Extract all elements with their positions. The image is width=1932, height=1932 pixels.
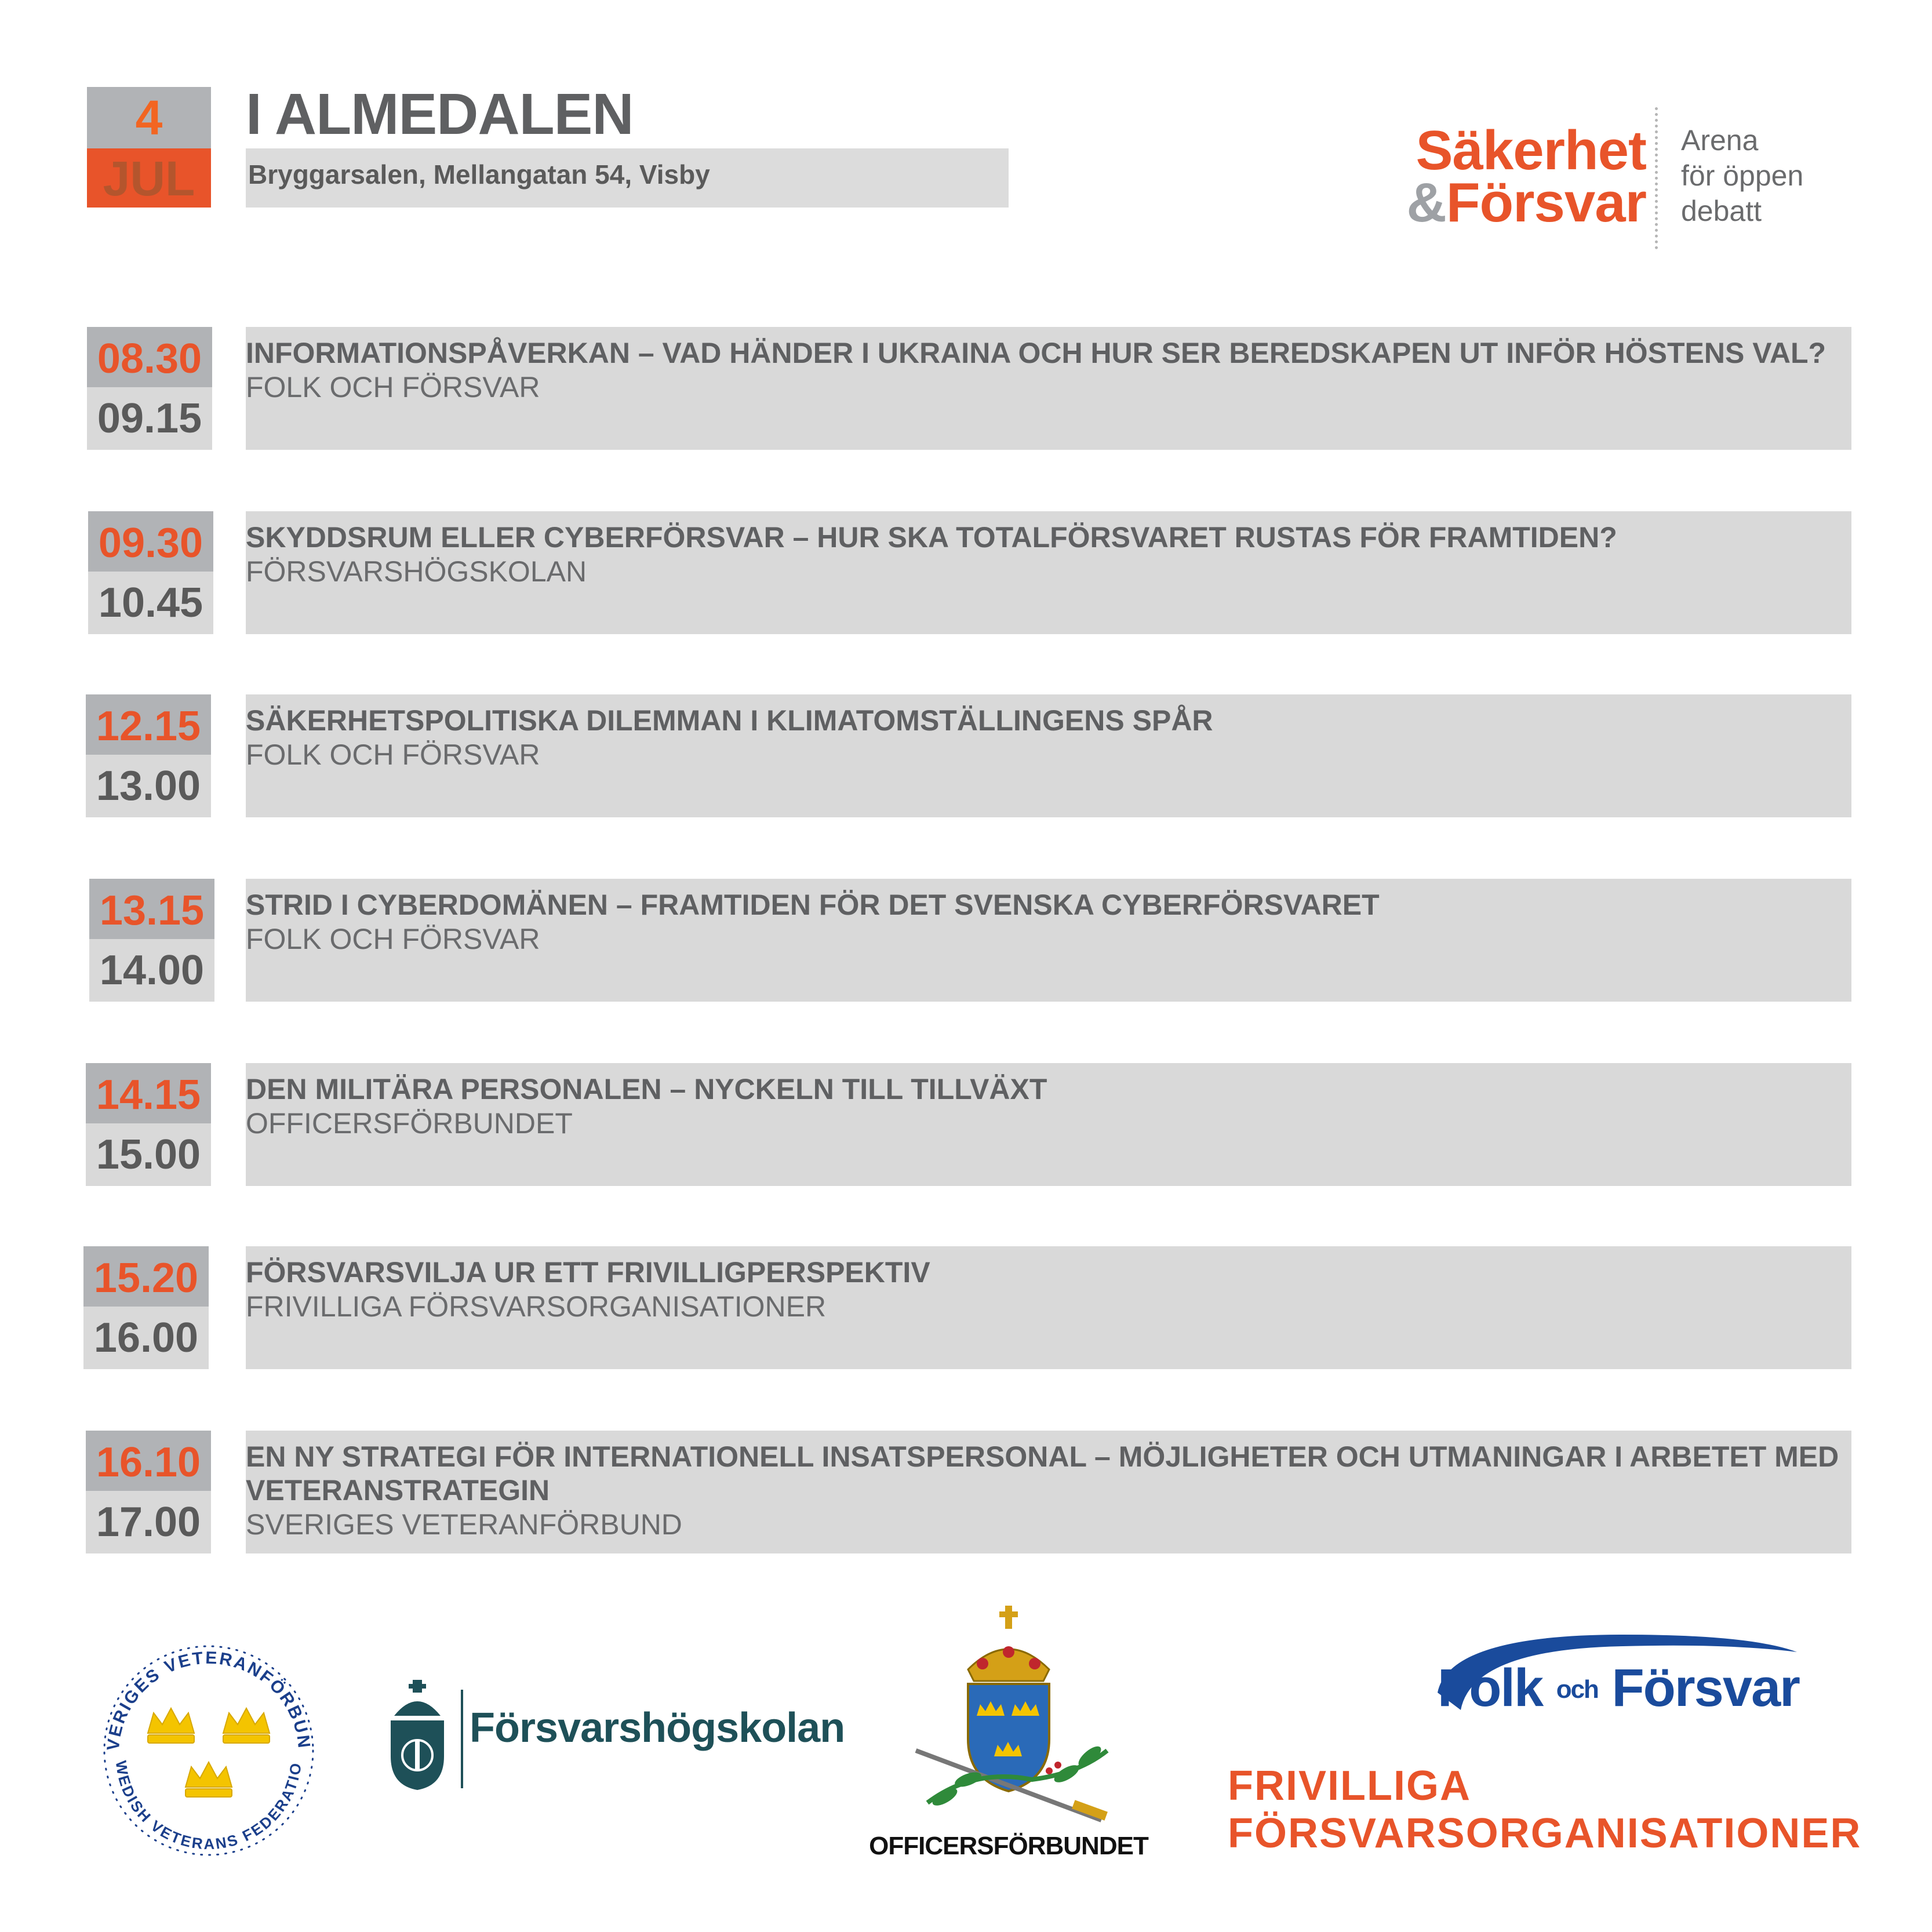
date-badge bbox=[87, 87, 211, 208]
time-start: 08.30 bbox=[87, 327, 212, 387]
folk-och-forsvar-logo bbox=[1426, 1623, 1820, 1716]
time-start: 15.20 bbox=[83, 1246, 209, 1307]
brand-line-2 bbox=[1407, 174, 1647, 232]
time-start: 12.15 bbox=[86, 694, 211, 755]
time-box bbox=[87, 327, 212, 450]
time-end: 13.00 bbox=[86, 755, 211, 817]
time-end: 14.00 bbox=[89, 939, 214, 1002]
session-title: INFORMATIONSPÅVERKAN – VAD HÄNDER I UKRAINA OCH HUR SER BEREDSKAPEN UT INFÖR HÖSTENS VAL? bbox=[246, 337, 1827, 369]
session-organizer: FOLK OCH FÖRSVAR bbox=[246, 738, 540, 771]
session-card bbox=[246, 879, 1851, 1002]
time-box bbox=[89, 879, 214, 1002]
tagline-line-3: debatt bbox=[1681, 195, 1762, 227]
session-card bbox=[246, 694, 1851, 817]
time-start: 14.15 bbox=[86, 1063, 211, 1123]
schedule-row bbox=[0, 879, 1932, 1002]
fof-forsvar: Försvar bbox=[1611, 1658, 1799, 1718]
session-organizer: FOLK OCH FÖRSVAR bbox=[246, 371, 540, 403]
seal-text-top: VERIGES VETERANFÖRBUN bbox=[103, 1648, 314, 1752]
session-card bbox=[246, 1431, 1851, 1553]
time-start: 16.10 bbox=[86, 1431, 211, 1491]
sakerhet-forsvar-logo bbox=[1380, 119, 1646, 234]
fhs-name: Försvarshögskolan bbox=[470, 1705, 845, 1751]
frivilliga-forsvarsorganisationer-logo bbox=[1228, 1762, 1861, 1857]
schedule-row bbox=[0, 694, 1932, 817]
fof-name bbox=[1438, 1658, 1799, 1719]
officersforbundet-logo bbox=[858, 1606, 1159, 1861]
time-end: 10.45 bbox=[88, 572, 213, 634]
page-title: I ALMEDALEN bbox=[246, 82, 634, 147]
tagline-line-1: Arena bbox=[1681, 124, 1759, 157]
time-box bbox=[86, 694, 211, 817]
session-organizer: FRIVILLIGA FÖRSVARSORGANISATIONER bbox=[246, 1290, 827, 1323]
time-box bbox=[88, 511, 213, 634]
time-start: 13.15 bbox=[89, 879, 214, 939]
session-card bbox=[246, 1063, 1851, 1186]
session-title: SÄKERHETSPOLITISKA DILEMMAN I KLIMATOMSTÄLLINGENS SPÅR bbox=[246, 704, 1213, 737]
time-box bbox=[86, 1063, 211, 1186]
session-organizer: SVERIGES VETERANFÖRBUND bbox=[246, 1508, 682, 1541]
time-end: 16.00 bbox=[83, 1307, 209, 1369]
sveriges-veteranforbund-logo bbox=[93, 1632, 325, 1864]
ffo-line-1: FRIVILLIGA bbox=[1228, 1763, 1471, 1809]
session-organizer: FÖRSVARSHÖGSKOLAN bbox=[246, 555, 587, 588]
session-title: DEN MILITÄRA PERSONALEN – NYCKELN TILL TILLVÄXT bbox=[246, 1073, 1047, 1105]
forsvarshogskolan-logo bbox=[383, 1675, 845, 1797]
session-title: SKYDDSRUM ELLER CYBERFÖRSVAR – HUR SKA TOTALFÖRSVARET RUSTAS FÖR FRAMTIDEN? bbox=[246, 521, 1617, 554]
fhs-crest-icon bbox=[383, 1675, 452, 1791]
session-organizer: FOLK OCH FÖRSVAR bbox=[246, 923, 540, 955]
officers-name: OFFICERSFÖRBUNDET bbox=[869, 1832, 1148, 1860]
time-end: 17.00 bbox=[86, 1491, 211, 1553]
venue-address: Bryggarsalen, Mellangatan 54, Visby bbox=[246, 148, 1009, 208]
brand-line-2-word: Försvar bbox=[1446, 172, 1646, 234]
session-organizer: OFFICERSFÖRBUNDET bbox=[246, 1107, 573, 1140]
session-title: STRID I CYBERDOMÄNEN – FRAMTIDEN FÖR DET SVENSKA CYBERFÖRSVARET bbox=[246, 889, 1380, 921]
session-title: FÖRSVARSVILJA UR ETT FRIVILLIGPERSPEKTIV bbox=[246, 1256, 930, 1289]
session-title: EN NY STRATEGI FÖR INTERNATIONELL INSATSPERSONAL – MÖJLIGHETER OCH UTMANINGAR I ARBETET MED VETERANSTRATEGIN bbox=[246, 1440, 1839, 1507]
ffo-line-2: FÖRSVARSORGANISATIONER bbox=[1228, 1810, 1862, 1857]
schedule-row bbox=[0, 1431, 1932, 1553]
brand-divider bbox=[1655, 107, 1658, 249]
time-end: 15.00 bbox=[86, 1123, 211, 1186]
session-card bbox=[246, 327, 1851, 450]
brand-line-1: Säkerhet bbox=[1416, 119, 1646, 181]
fof-folk: Folk bbox=[1438, 1658, 1543, 1718]
time-end: 09.15 bbox=[87, 387, 212, 450]
time-box bbox=[83, 1246, 209, 1369]
time-start: 09.30 bbox=[88, 511, 213, 572]
schedule-row bbox=[0, 1063, 1932, 1186]
session-card bbox=[246, 1246, 1851, 1369]
session-card bbox=[246, 511, 1851, 634]
officers-crest-icon bbox=[858, 1606, 1159, 1832]
schedule-row bbox=[0, 511, 1932, 634]
time-box bbox=[86, 1431, 211, 1553]
fhs-divider bbox=[461, 1690, 463, 1788]
brand-tagline bbox=[1681, 123, 1803, 229]
date-day: 4 bbox=[87, 87, 211, 148]
date-month: JUL bbox=[87, 148, 211, 208]
schedule-row bbox=[0, 1246, 1932, 1369]
schedule-row bbox=[0, 327, 1932, 450]
fof-och: och bbox=[1556, 1675, 1598, 1704]
veteran-seal-icon bbox=[93, 1632, 325, 1864]
seal-text-bottom: WEDISH VETERANS FEDERATIO bbox=[112, 1759, 305, 1853]
brand-ampersand: & bbox=[1406, 172, 1446, 234]
tagline-line-2: för öppen bbox=[1681, 159, 1804, 192]
